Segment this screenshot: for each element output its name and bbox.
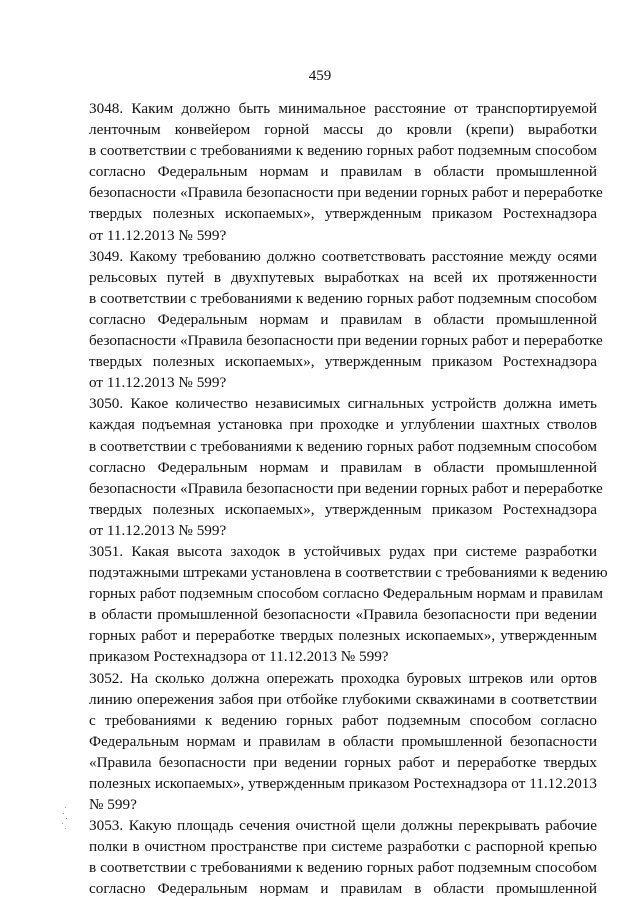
text-line: твердых полезных ископаемых», утвержденным приказом Ростехнадзора <box>89 353 597 371</box>
text-line: 3053. Какую площадь сечения очистной щели должны перекрывать рабочие <box>89 817 597 835</box>
text-line: в соответствии с требованиями к ведению горных работ подземным способом <box>89 289 597 307</box>
question-text-block <box>89 98 608 900</box>
text-line: от 11.12.2013 № 599? <box>89 374 227 392</box>
text-line: согласно Федеральным нормам и правилам в области промышленной <box>89 458 597 476</box>
text-line: в соответствии с требованиями к ведению горных работ подземным способом <box>89 437 597 455</box>
text-line: Федеральным нормам и правилам в области промышленной безопасности <box>89 732 597 750</box>
text-line: 3048. Каким должно быть минимальное расстояние от транспортируемой <box>89 100 597 117</box>
text-line: согласно Федеральным нормам и правилам в области промышленной <box>89 310 597 328</box>
text-line: согласно Федеральным нормам и правилам в области промышленной <box>89 880 597 898</box>
text-line: каждая подъемная установка при проходке и углублении шахтных стволов <box>89 416 597 434</box>
text-line: от 11.12.2013 № 599? <box>89 226 227 244</box>
page-number: 459 <box>308 68 332 84</box>
text-line: полезных ископаемых», утвержденным приказом Ростехнадзора от 11.12.2013 <box>89 775 597 792</box>
text-line: подэтажными штреками установлена в соответствии с требованиями к ведению <box>89 564 608 582</box>
text-line: безопасности «Правила безопасности при ведении горных работ и переработке <box>89 184 603 202</box>
text-line: от 11.12.2013 № 599? <box>89 521 227 539</box>
text-line: с требованиями к ведению горных работ подземным способом согласно <box>89 711 597 729</box>
text-line: безопасности «Правила безопасности при ведении горных работ и переработке <box>89 479 603 497</box>
text-line: безопасности «Правила безопасности при ведении горных работ и переработке <box>89 332 603 350</box>
text-line: рельсовых путей в двухпутевых выработках на всей их протяженности <box>89 268 597 286</box>
text-line: согласно Федеральным нормам и правилам в области промышленной <box>89 163 597 181</box>
text-line: линию опережения забоя при отбойке глубокими скважинами в соответствии <box>89 690 597 708</box>
scan-speck-mark <box>62 807 68 833</box>
text-line: 3052. На сколько должна опережать проходка буровых штреков или ортов <box>89 669 597 687</box>
text-line: приказом Ростехнадзора от 11.12.2013 № 599? <box>89 648 389 666</box>
text-line: 3049. Какому требованию должно соответствовать расстояние между осями <box>89 247 597 265</box>
text-line: твердых полезных ископаемых», утвержденным приказом Ростехнадзора <box>89 205 597 223</box>
text-line: в соответствии с требованиями к ведению горных работ подземным способом <box>89 859 597 877</box>
text-line: полки в очистном пространстве при системе разработки с распорной крепью <box>89 838 597 856</box>
text-line: горных работ и переработке твердых полезных ископаемых», утвержденным <box>89 627 597 645</box>
text-line: 3051. Какая высота заходок в устойчивых рудах при системе разработки <box>89 542 597 560</box>
text-line: в области промышленной безопасности «Правила безопасности при ведении <box>89 606 597 624</box>
text-line: № 599? <box>89 796 137 814</box>
text-line: ленточным конвейером горной массы до кровли (крепи) выработки <box>89 121 597 139</box>
text-line: в соответствии с требованиями к ведению горных работ подземным способом <box>89 142 597 160</box>
text-line: 3050. Какое количество независимых сигнальных устройств должна иметь <box>89 395 597 413</box>
text-line: «Правила безопасности при ведении горных работ и переработке твердых <box>89 753 597 771</box>
text-line: горных работ подземным способом согласно Федеральным нормам и правилам <box>89 585 604 603</box>
text-line: твердых полезных ископаемых», утвержденным приказом Ростехнадзора <box>89 500 597 518</box>
